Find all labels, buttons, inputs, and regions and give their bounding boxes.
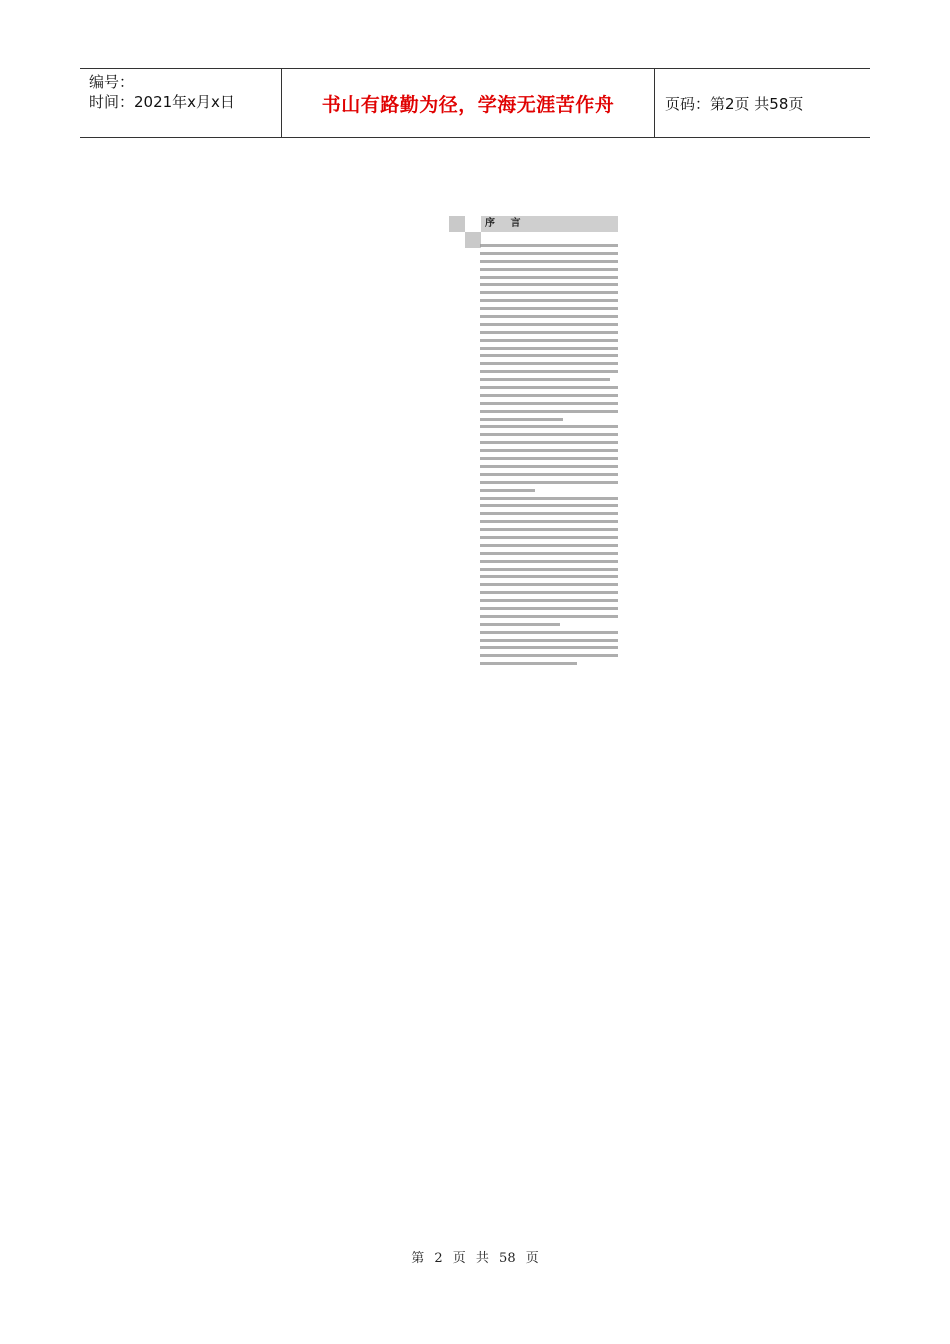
- scan-text-line: [480, 339, 618, 342]
- scan-text-line: [480, 457, 618, 460]
- scan-text-line: [480, 465, 618, 468]
- scan-text-line: [480, 512, 618, 515]
- scan-text-line: [480, 354, 618, 357]
- scan-text-line: [480, 568, 618, 571]
- decorative-square: [465, 232, 481, 248]
- page-number-cell: [655, 69, 870, 137]
- header-table: [80, 68, 870, 138]
- page-footer: [0, 1247, 950, 1266]
- scan-text-line: [480, 654, 618, 657]
- footer-page-text: 第 2 页 共 58 页: [411, 1251, 539, 1266]
- motto-cell: [281, 69, 655, 137]
- scan-text-line: [480, 631, 618, 634]
- scan-text-line: [480, 504, 618, 507]
- scan-text-line: [480, 425, 618, 428]
- scan-text-line: [480, 497, 618, 500]
- scan-text-line: [480, 520, 618, 523]
- scan-text-line: [480, 599, 618, 602]
- scan-text-line: [480, 441, 618, 444]
- scan-text-line: [480, 331, 618, 334]
- number-label: 编号：: [89, 73, 135, 91]
- scan-text-line: [480, 481, 618, 484]
- scan-text-line: [480, 646, 618, 649]
- scan-text-line: [480, 528, 618, 531]
- scan-text-line: [480, 489, 535, 492]
- page-label: 页码：第2页 共58页: [665, 94, 804, 113]
- header-meta-cell: [80, 69, 281, 137]
- scan-text-line: [480, 362, 618, 365]
- scan-text-line: [480, 244, 618, 247]
- scan-text-line: [480, 315, 618, 318]
- scan-text-line: [480, 560, 618, 563]
- scan-text-line: [480, 378, 610, 381]
- scan-text-line: [480, 370, 618, 373]
- motto-text: 书山有路勤为径，学海无涯苦作舟: [321, 93, 615, 116]
- scan-text-line: [480, 347, 618, 350]
- scan-text-line: [480, 433, 618, 436]
- scan-text-line: [480, 552, 618, 555]
- scan-text-line: [480, 662, 577, 665]
- scan-text-line: [480, 299, 618, 302]
- scan-text-line: [480, 536, 618, 539]
- decorative-square: [449, 216, 465, 232]
- scan-text-line: [480, 449, 618, 452]
- scan-text-lines: [480, 244, 618, 670]
- scan-text-line: [480, 252, 618, 255]
- scan-text-line: [480, 410, 618, 413]
- scan-text-line: [480, 418, 563, 421]
- scan-text-line: [480, 268, 618, 271]
- scan-text-line: [480, 575, 618, 578]
- scan-text-line: [480, 394, 618, 397]
- scan-text-line: [480, 615, 618, 618]
- scan-text-line: [480, 583, 618, 586]
- scan-title-bar: [481, 216, 618, 232]
- scan-text-line: [480, 639, 618, 642]
- scan-text-line: [480, 473, 618, 476]
- scan-text-line: [480, 544, 618, 547]
- scan-text-line: [480, 607, 618, 610]
- scan-text-line: [480, 402, 618, 405]
- scan-text-line: [480, 260, 618, 263]
- scan-text-line: [480, 591, 618, 594]
- scan-text-line: [480, 323, 618, 326]
- scan-text-line: [480, 276, 618, 279]
- scan-text-line: [480, 386, 618, 389]
- scan-text-line: [480, 283, 618, 286]
- scanned-page-image: [449, 216, 619, 640]
- scan-title: 序 言: [485, 218, 527, 229]
- scan-text-line: [480, 307, 618, 310]
- scan-text-line: [480, 291, 618, 294]
- time-label: 时间：2021年x月x日: [89, 93, 235, 111]
- scan-text-line: [480, 623, 560, 626]
